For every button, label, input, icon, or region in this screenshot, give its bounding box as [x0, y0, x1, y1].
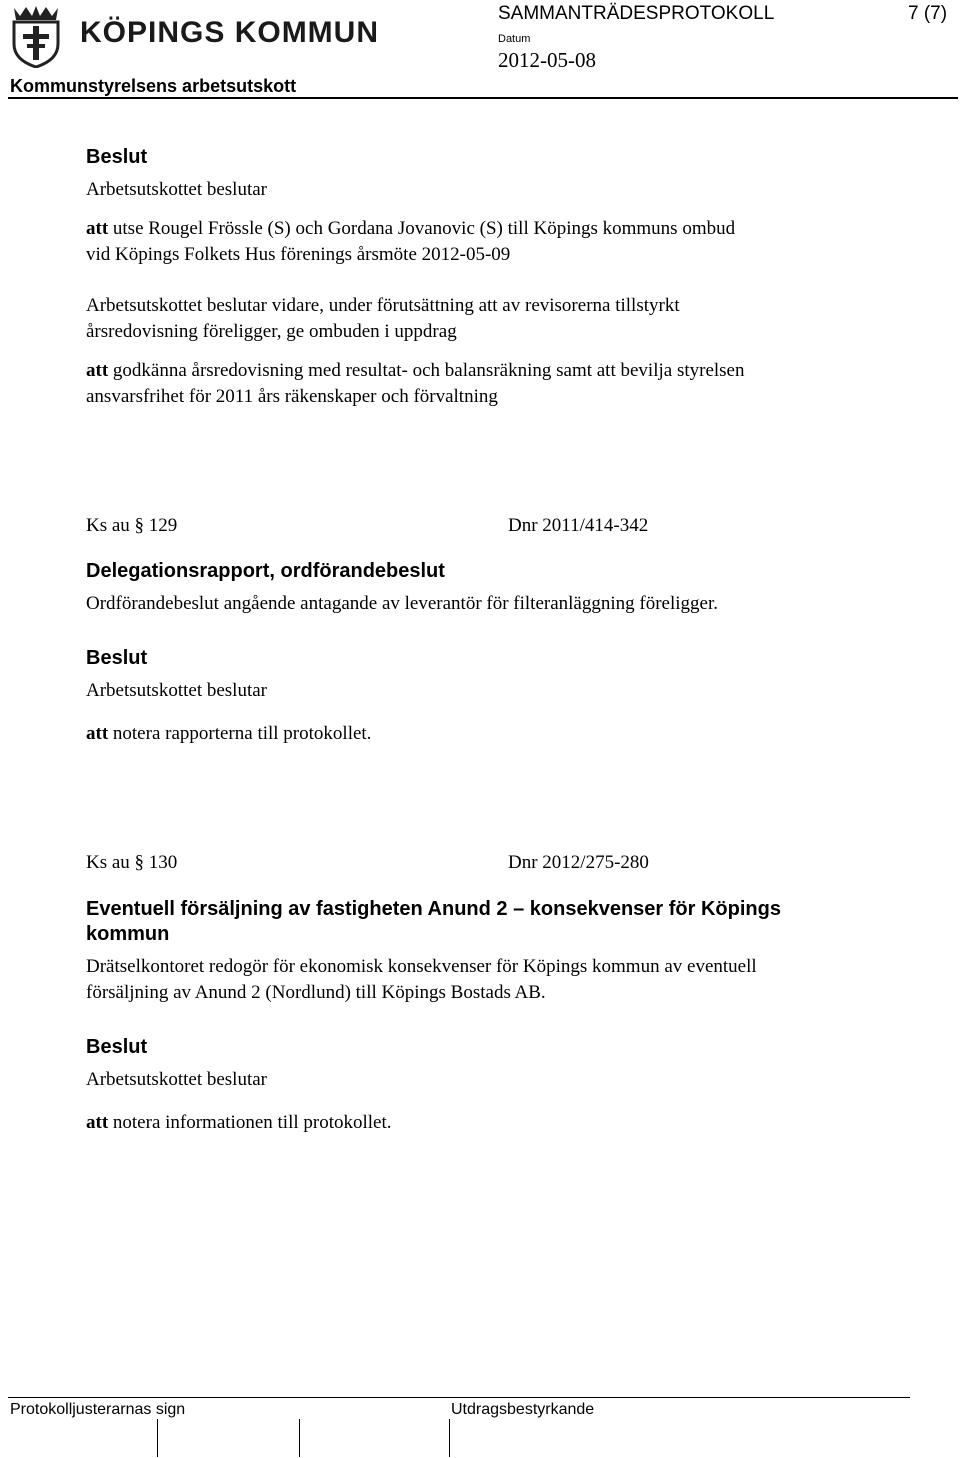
- paragraph-text: notera informationen till protokollet.: [108, 1112, 392, 1133]
- paragraph-text: utse Rougel Frössle (S) och Gordana Jovanovic (S) till Köpings kommuns ombud: [108, 218, 736, 239]
- decision-heading: Beslut: [86, 647, 148, 669]
- att-keyword: att: [86, 723, 109, 744]
- item-body: [86, 954, 757, 1006]
- decision-heading: Beslut: [86, 1036, 148, 1058]
- date-value: 2012-05-08: [498, 48, 596, 72]
- decision-paragraph: [86, 721, 371, 747]
- decision-heading: Beslut: [86, 146, 148, 168]
- municipality-logo: [8, 4, 379, 70]
- decision-paragraph: [86, 1110, 392, 1136]
- page-number: 7 (7): [908, 3, 948, 24]
- date-label: Datum: [498, 33, 531, 45]
- decision-paragraph: [86, 358, 744, 410]
- signature-box-divider: [157, 1419, 158, 1457]
- footer-divider: [8, 1397, 910, 1398]
- item-title: [86, 897, 781, 947]
- committee-name: Kommunstyrelsens arbetsutskott: [10, 76, 297, 96]
- att-keyword: att: [86, 218, 109, 239]
- case-reference: Ks au § 130: [86, 852, 178, 873]
- signature-box-divider: [449, 1419, 450, 1457]
- document-type: SAMMANTRÄDESPROTOKOLL: [498, 3, 775, 24]
- item-title-line: kommun: [86, 923, 170, 945]
- decision-intro: Arbetsutskottet beslutar: [86, 680, 267, 701]
- registration-number: Dnr 2012/275-280: [508, 852, 649, 873]
- decision-intro: Arbetsutskottet beslutar: [86, 179, 267, 200]
- paragraph: [86, 293, 680, 345]
- paragraph-text: Drätselkontoret redogör för ekonomisk konsekvenser för Köpings kommun av eventuell: [86, 956, 757, 977]
- paragraph-text: årsredovisning föreligger, ge ombuden i uppdrag: [86, 321, 457, 342]
- decision-intro: Arbetsutskottet beslutar: [86, 1069, 267, 1090]
- header-divider: [8, 97, 958, 99]
- paragraph-text: vid Köpings Folkets Hus förenings årsmöte 2012-05-09: [86, 244, 511, 265]
- att-keyword: att: [86, 360, 109, 381]
- item-body: Ordförandebeslut angående antagande av leverantör för filteranläggning föreligger.: [86, 593, 719, 614]
- paragraph-text: notera rapporterna till protokollet.: [108, 723, 372, 744]
- case-reference: Ks au § 129: [86, 515, 178, 536]
- att-keyword: att: [86, 1112, 109, 1133]
- item-title-line: Eventuell försäljning av fastigheten Anund 2 – konsekvenser för Köpings: [86, 898, 781, 920]
- coat-of-arms-icon: [8, 4, 64, 68]
- adjusters-signature-label: Protokolljusterarnas sign: [10, 1401, 186, 1418]
- item-title: Delegationsrapport, ordförandebeslut: [86, 560, 445, 582]
- decision-paragraph: [86, 216, 735, 268]
- extract-certification-label: Utdragsbestyrkande: [451, 1401, 595, 1418]
- paragraph-text: Arbetsutskottet beslutar vidare, under förutsättning att av revisorerna tillstyrkt: [86, 295, 680, 316]
- registration-number: Dnr 2011/414-342: [508, 515, 649, 536]
- municipality-name: KÖPINGS KOMMUN: [80, 16, 379, 49]
- paragraph-text: försäljning av Anund 2 (Nordlund) till Köpings Bostads AB.: [86, 982, 546, 1003]
- paragraph-text: ansvarsfrihet för 2011 års räkenskaper och förvaltning: [86, 386, 498, 407]
- paragraph-text: godkänna årsredovisning med resultat- och balansräkning samt att bevilja styrelsen: [108, 360, 745, 381]
- signature-box-divider: [299, 1419, 300, 1457]
